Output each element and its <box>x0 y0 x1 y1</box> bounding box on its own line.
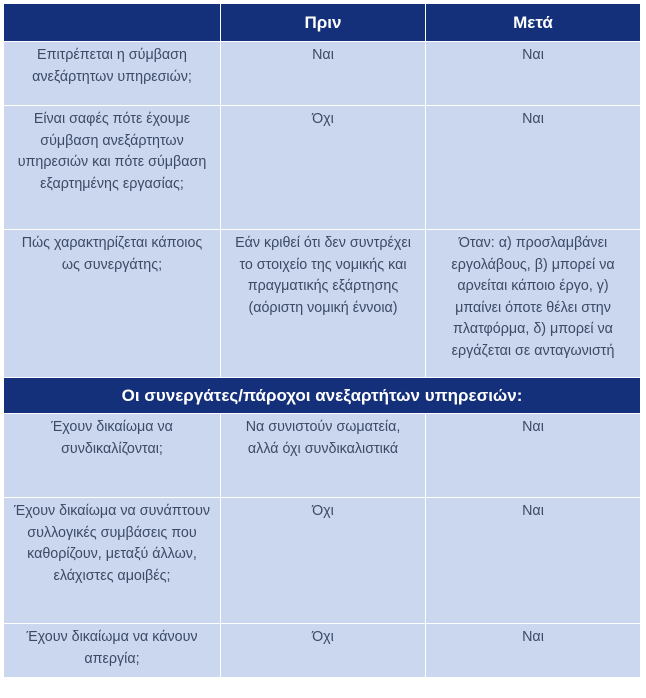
after-cell: Όταν: α) προσλαμβάνει εργολάβους, β) μπορεί να αρνείται κάποιο έργο, γ) μπαίνει όποτε θέλει στην πλατφόρμα, δ) μπορεί να εργάζεται σε ανταγωνιστή <box>426 230 641 378</box>
table-row <box>4 106 641 230</box>
before-cell: Ναι <box>221 42 426 106</box>
header-before: Πριν <box>221 4 426 42</box>
section-row <box>4 378 641 414</box>
before-cell: Όχι <box>221 498 426 624</box>
table-row <box>4 42 641 106</box>
before-cell: Όχι <box>221 624 426 678</box>
table-row <box>4 414 641 498</box>
table-row <box>4 498 641 624</box>
question-cell: Έχουν δικαίωμα να συνδικαλίζονται; <box>4 414 221 498</box>
question-cell: Πώς χαρακτηρίζεται κάποιος ως συνεργάτης; <box>4 230 221 378</box>
table-row <box>4 624 641 678</box>
after-cell: Ναι <box>426 42 641 106</box>
before-cell: Να συνιστούν σωματεία, αλλά όχι συνδικαλιστικά <box>221 414 426 498</box>
header-after: Μετά <box>426 4 641 42</box>
header-empty <box>4 4 221 42</box>
before-cell: Εάν κριθεί ότι δεν συντρέχει το στοιχείο της νομικής και πραγματικής εξάρτησης (αόριστη νομική έννοια) <box>221 230 426 378</box>
question-cell: Έχουν δικαίωμα να κάνουν απεργία; <box>4 624 221 678</box>
question-cell: Επιτρέπεται η σύμβαση ανεξάρτητων υπηρεσιών; <box>4 42 221 106</box>
after-cell: Ναι <box>426 106 641 230</box>
header-row <box>4 4 641 42</box>
question-cell: Έχουν δικαίωμα να συνάπτουν συλλογικές συμβάσεις που καθορίζουν, μεταξύ άλλων, ελάχιστες αμοιβές; <box>4 498 221 624</box>
after-cell: Ναι <box>426 624 641 678</box>
section-title: Οι συνεργάτες/πάροχοι ανεξαρτήτων υπηρεσιών: <box>4 378 641 414</box>
after-cell: Ναι <box>426 414 641 498</box>
table-row <box>4 230 641 378</box>
before-cell: Όχι <box>221 106 426 230</box>
question-cell: Είναι σαφές πότε έχουμε σύμβαση ανεξάρτητων υπηρεσιών και πότε σύμβαση εξαρτημένης εργασίας; <box>4 106 221 230</box>
after-cell: Ναι <box>426 498 641 624</box>
comparison-table <box>3 3 641 678</box>
